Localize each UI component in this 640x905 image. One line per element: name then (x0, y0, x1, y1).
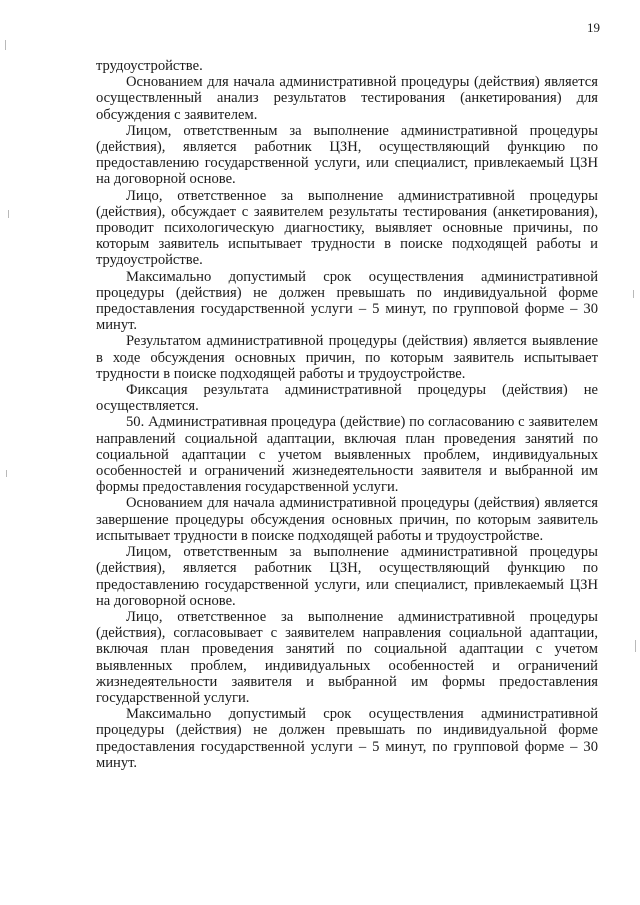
page-number: 19 (587, 20, 600, 35)
paragraph: трудоустройстве. (96, 58, 203, 74)
document-body (96, 58, 598, 771)
paragraph: Лицо, ответственное за выполнение административной процедуры (действия), согласовывает с заявителем направления социальной адаптации, включая план проведения занятий по социальной адаптации с учетом выявленных проблем, индивидуальных особенностей и ограничений жизнедеятельности заявителя и выбранной им формы предоставления государственной услуги. (96, 608, 598, 706)
scan-edge-mark (8, 210, 9, 218)
paragraph: Максимально допустимый срок осуществления административной процедуры (действия) не должен превышать по индивидуальной форме предоставления государственной услуги – 5 минут, по групповой форме – 30 минут. (96, 706, 598, 771)
paragraph: Фиксация результата административной процедуры (действия) не осуществляется. (96, 382, 598, 415)
paragraph: Лицом, ответственным за выполнение административной процедуры (действия), является работник ЦЗН, осуществляющий функцию по предоставлению государственной услуги, или специалист, привлекаемый ЦЗН на договорной основе. (96, 122, 598, 188)
scan-edge-mark (5, 40, 6, 50)
paragraph: Результатом административной процедуры (действия) является выявление в ходе обсуждения основных причин, по которым заявитель испытывает трудности в поиске подходящей работы и трудоустройстве. (96, 333, 598, 382)
paragraph: 50. Административная процедура (действие) по согласованию с заявителем направлений социальной адаптации, включая план проведения занятий по социальной адаптации с учетом выявленных проблем, индивидуальных особенностей и ограничений жизнедеятельности заявителя и выбранной им формы предоставления государственной услуги. (96, 414, 598, 496)
scan-edge-mark (6, 470, 7, 477)
paragraph: Лицом, ответственным за выполнение административной процедуры (действия), является работник ЦЗН, осуществляющий функцию по предоставлению государственной услуги, или специалист, привлекаемый ЦЗН на договорной основе. (96, 544, 598, 609)
scan-edge-mark (635, 640, 636, 652)
paragraph: Основанием для начала административной процедуры (действия) является осуществленный анализ результатов тестирования (анкетирования) для обсуждения с заявителем. (96, 74, 598, 123)
scan-edge-mark (633, 290, 634, 298)
paragraph: Максимально допустимый срок осуществления административной процедуры (действия) не должен превышать по индивидуальной форме предоставления государственной услуги – 5 минут, по групповой форме – 30 минут. (96, 268, 598, 334)
paragraph: Основанием для начала административной процедуры (действия) является завершение процедуры обсуждения основных причин, по которым заявитель испытывает трудности в поиске подходящей работы и трудоустройстве. (96, 495, 598, 544)
paragraph: Лицо, ответственное за выполнение административной процедуры (действия), обсуждает с заявителем результаты тестирования (анкетирования), проводит психологическую диагностику, выявляет основные причины, по которым заявитель испытывает трудности в поиске подходящей работы и трудоустройстве. (96, 187, 598, 269)
